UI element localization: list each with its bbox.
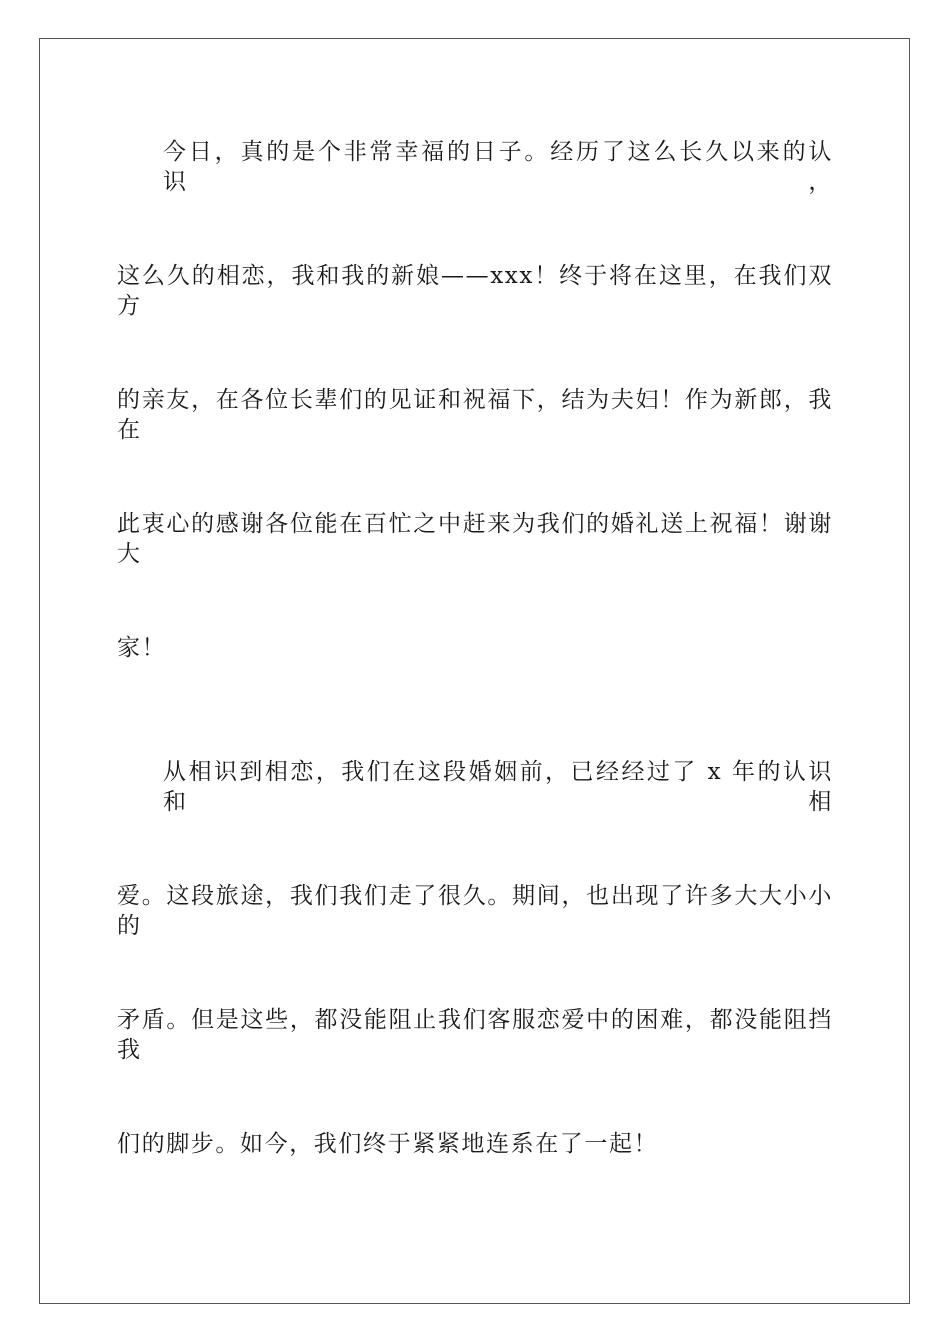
text-line: 矛盾。但是这些，都没能阻止我们客服恋爱中的困难，都没能阻挡我 [117, 1007, 833, 1063]
text-line: 爱。这段旅途，我们我们走了很久。期间，也出现了许多大大小小的 [117, 883, 833, 939]
text-line: 此衷心的感谢各位能在百忙之中赶来为我们的婚礼送上祝福！谢谢大 [117, 511, 833, 567]
text-line: 家！ [117, 635, 167, 661]
text-line: 这么久的相恋，我和我的新娘——xxx！终于将在这里，在我们双方 [117, 263, 833, 319]
text-line: 今日，真的是个非常幸福的日子。经历了这么长久以来的认识， [163, 139, 833, 195]
text-line: 的亲友，在各位长辈们的见证和祝福下，结为夫妇！作为新郎，我在 [117, 387, 833, 443]
page-border [39, 38, 910, 1304]
text-line: 们的脚步。如今，我们终于紧紧地连系在了一起！ [117, 1131, 659, 1157]
text-line: 从相识到相恋，我们在这段婚姻前，已经经过了 x 年的认识和相 [163, 759, 833, 815]
